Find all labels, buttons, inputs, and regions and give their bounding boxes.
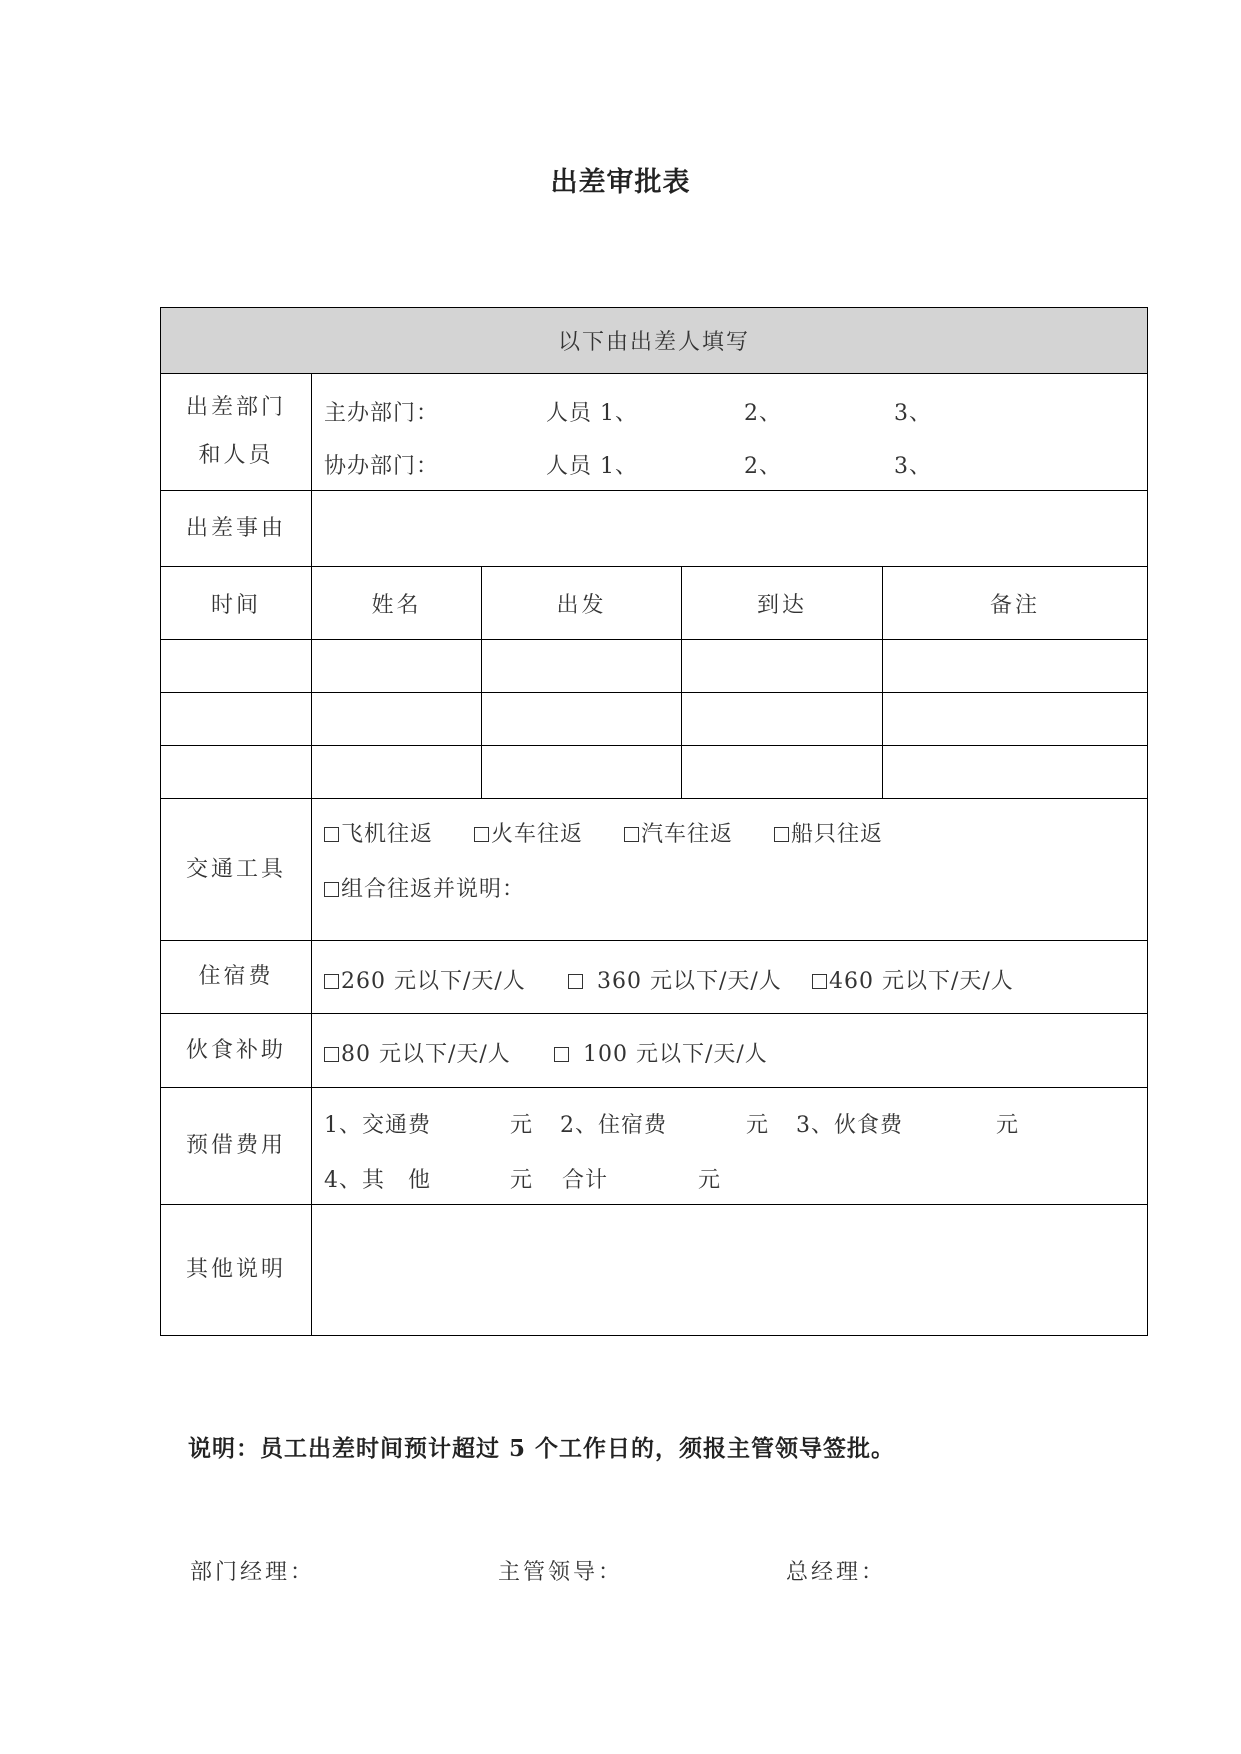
main-dept-label: 主办部门： bbox=[324, 401, 440, 426]
advance-total-label: 合计 bbox=[562, 1168, 609, 1193]
assist-person3-label: 3、 bbox=[894, 454, 932, 479]
dept-label-text: 出差部门和人员 bbox=[185, 395, 286, 468]
checkbox-icon[interactable] bbox=[474, 827, 489, 842]
transport-cell bbox=[312, 799, 1148, 941]
assist-dept-label: 协办部门： bbox=[324, 454, 440, 479]
name-cell[interactable] bbox=[312, 693, 482, 746]
col-remarks: 备注 bbox=[883, 567, 1148, 640]
lodging-option-460[interactable] bbox=[812, 964, 1014, 995]
lodging-option-260-label: 260 元以下/天/人 bbox=[341, 969, 526, 994]
reason-field[interactable] bbox=[312, 491, 1148, 567]
checkbox-icon[interactable] bbox=[568, 974, 583, 989]
transport-option-plane[interactable] bbox=[324, 817, 433, 848]
table-row bbox=[161, 746, 1148, 799]
advance-other-label: 4、其 他 bbox=[324, 1168, 431, 1193]
checkbox-icon[interactable] bbox=[324, 827, 339, 842]
advance-transport-label: 1、交通费 bbox=[324, 1113, 431, 1138]
lodging-option-360-label: 360 元以下/天/人 bbox=[597, 969, 782, 994]
checkbox-icon[interactable] bbox=[324, 882, 339, 897]
lodging-option-460-label: 460 元以下/天/人 bbox=[829, 969, 1014, 994]
arrive-cell[interactable] bbox=[682, 746, 883, 799]
advance-total-unit: 元 bbox=[698, 1168, 722, 1193]
assist-person2-label: 2、 bbox=[744, 454, 782, 479]
checkbox-icon[interactable] bbox=[774, 827, 789, 842]
table-row bbox=[161, 640, 1148, 693]
lodging-option-260[interactable] bbox=[324, 964, 526, 995]
checkbox-icon[interactable] bbox=[554, 1047, 569, 1062]
checkbox-icon[interactable] bbox=[324, 1047, 339, 1062]
main-person1-label: 人员 1、 bbox=[546, 401, 638, 426]
main-person2-label: 2、 bbox=[744, 401, 782, 426]
transport-option-train-label: 火车往返 bbox=[491, 822, 584, 847]
col-name: 姓名 bbox=[312, 567, 482, 640]
approval-form bbox=[160, 307, 1148, 1336]
transport-option-combo-label: 组合往返并说明： bbox=[341, 877, 526, 902]
transport-option-plane-label: 飞机往返 bbox=[341, 822, 434, 847]
transport-option-train[interactable] bbox=[474, 817, 583, 848]
approval-note: 说明：员工出差时间预计超过 5 个工作日的，须报主管领导签批。 bbox=[188, 1435, 896, 1462]
transport-option-bus[interactable] bbox=[624, 817, 733, 848]
lodging-option-360[interactable] bbox=[568, 964, 782, 995]
advance-label: 预借费用 bbox=[161, 1088, 312, 1205]
page-title: 出差审批表 bbox=[550, 167, 691, 198]
depart-cell[interactable] bbox=[482, 640, 682, 693]
reason-label: 出差事由 bbox=[161, 491, 312, 567]
name-cell[interactable] bbox=[312, 640, 482, 693]
remarks-cell[interactable] bbox=[883, 640, 1148, 693]
advance-transport-unit: 元 bbox=[510, 1113, 534, 1138]
lodging-label: 住宿费 bbox=[161, 941, 312, 1014]
meals-cell bbox=[312, 1014, 1148, 1088]
other-field[interactable] bbox=[312, 1205, 1148, 1336]
name-cell[interactable] bbox=[312, 746, 482, 799]
meals-option-100[interactable] bbox=[554, 1037, 768, 1068]
advance-meals-unit: 元 bbox=[996, 1113, 1020, 1138]
meals-option-100-label: 100 元以下/天/人 bbox=[583, 1042, 768, 1067]
other-label: 其他说明 bbox=[161, 1205, 312, 1336]
transport-option-combo[interactable] bbox=[324, 872, 525, 903]
meals-label: 伙食补助 bbox=[161, 1014, 312, 1088]
advance-meals-label: 3、伙食费 bbox=[796, 1113, 903, 1138]
table-row bbox=[161, 693, 1148, 746]
remarks-cell[interactable] bbox=[883, 746, 1148, 799]
gm-signature: 总经理： bbox=[786, 1560, 887, 1585]
remarks-cell[interactable] bbox=[883, 693, 1148, 746]
transport-option-bus-label: 汽车往返 bbox=[641, 822, 734, 847]
transport-label: 交通工具 bbox=[161, 799, 312, 941]
col-arrive: 到达 bbox=[682, 567, 883, 640]
advance-other-unit: 元 bbox=[510, 1168, 534, 1193]
main-person3-label: 3、 bbox=[894, 401, 932, 426]
checkbox-icon[interactable] bbox=[324, 974, 339, 989]
assist-person1-label: 人员 1、 bbox=[546, 454, 638, 479]
dept-cell[interactable] bbox=[312, 374, 1148, 491]
meals-option-80[interactable] bbox=[324, 1037, 511, 1068]
meals-option-80-label: 80 元以下/天/人 bbox=[341, 1042, 511, 1067]
arrive-cell[interactable] bbox=[682, 693, 883, 746]
checkbox-icon[interactable] bbox=[812, 974, 827, 989]
advance-lodging-unit: 元 bbox=[746, 1113, 770, 1138]
time-cell[interactable] bbox=[161, 693, 312, 746]
dept-manager-signature: 部门经理： bbox=[190, 1560, 316, 1585]
depart-cell[interactable] bbox=[482, 746, 682, 799]
dept-label bbox=[161, 374, 312, 491]
col-depart: 出发 bbox=[482, 567, 682, 640]
depart-cell[interactable] bbox=[482, 693, 682, 746]
arrive-cell[interactable] bbox=[682, 640, 883, 693]
advance-lodging-label: 2、住宿费 bbox=[560, 1113, 667, 1138]
time-cell[interactable] bbox=[161, 746, 312, 799]
advance-cell[interactable] bbox=[312, 1088, 1148, 1205]
lodging-cell bbox=[312, 941, 1148, 1014]
time-cell[interactable] bbox=[161, 640, 312, 693]
supervisor-signature: 主管领导： bbox=[498, 1560, 624, 1585]
transport-option-ship[interactable] bbox=[774, 817, 883, 848]
section-header: 以下由出差人填写 bbox=[161, 308, 1148, 374]
transport-option-ship-label: 船只往返 bbox=[791, 822, 884, 847]
checkbox-icon[interactable] bbox=[624, 827, 639, 842]
col-time: 时间 bbox=[161, 567, 312, 640]
